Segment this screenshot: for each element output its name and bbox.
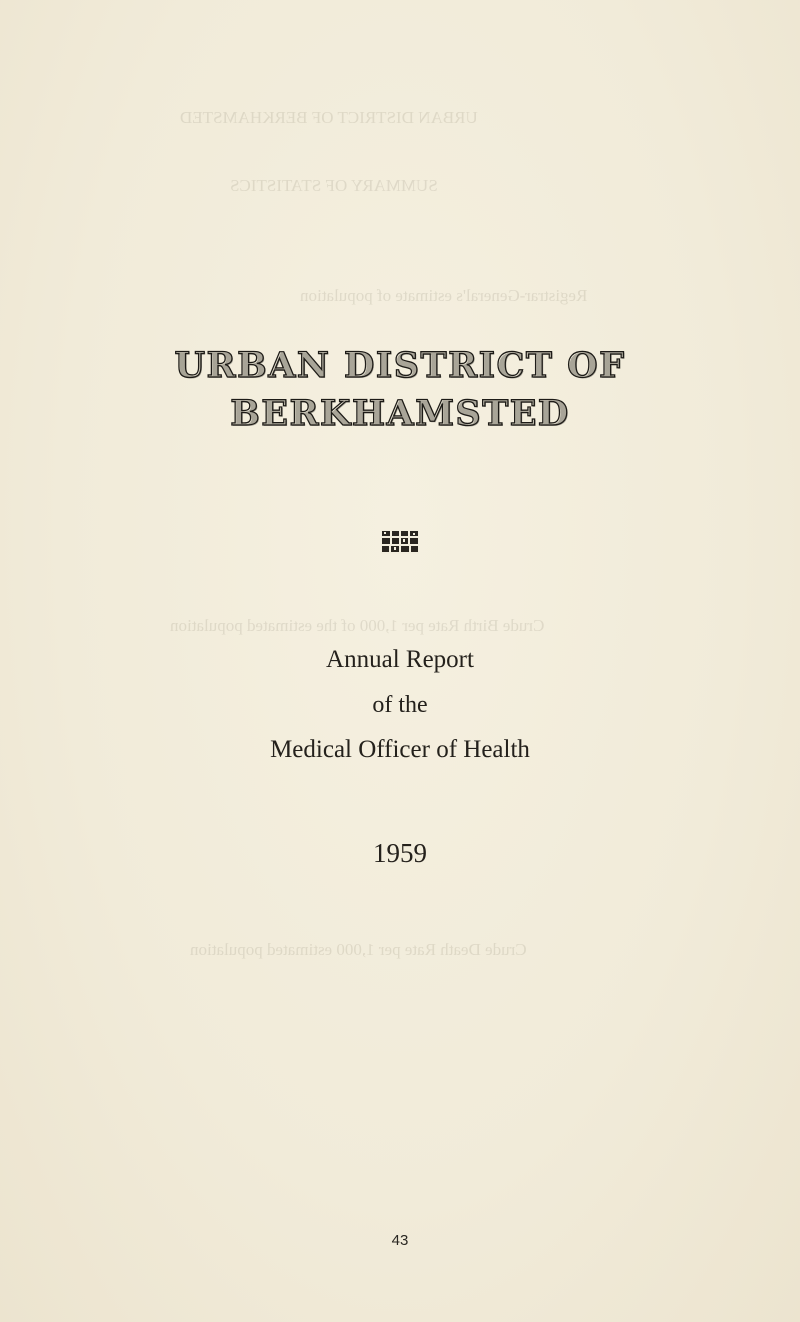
show-through-text: Registrar-General's estimate of population <box>300 286 588 305</box>
district-title-line1: URBAN DISTRICT OF <box>174 345 626 386</box>
show-through-text: SUMMARY OF STATISTICS <box>230 176 438 195</box>
report-subtitle-of: of the <box>372 692 428 718</box>
show-through-text: URBAN DISTRICT OF BERKHAMSTED <box>180 108 478 127</box>
show-through-text: Crude Death Rate per 1,000 estimated population <box>190 940 527 959</box>
report-subtitle: Annual Report <box>326 646 474 673</box>
medical-officer-line: Medical Officer of Health <box>270 736 530 763</box>
crest-emblem-icon <box>372 530 428 554</box>
district-title-line2: BERKHAMSTED <box>230 393 570 434</box>
show-through-text: Crude Birth Rate per 1,000 of the estimated population <box>170 616 545 635</box>
report-year: 1959 <box>373 838 427 868</box>
page-number: 43 <box>391 1232 409 1249</box>
